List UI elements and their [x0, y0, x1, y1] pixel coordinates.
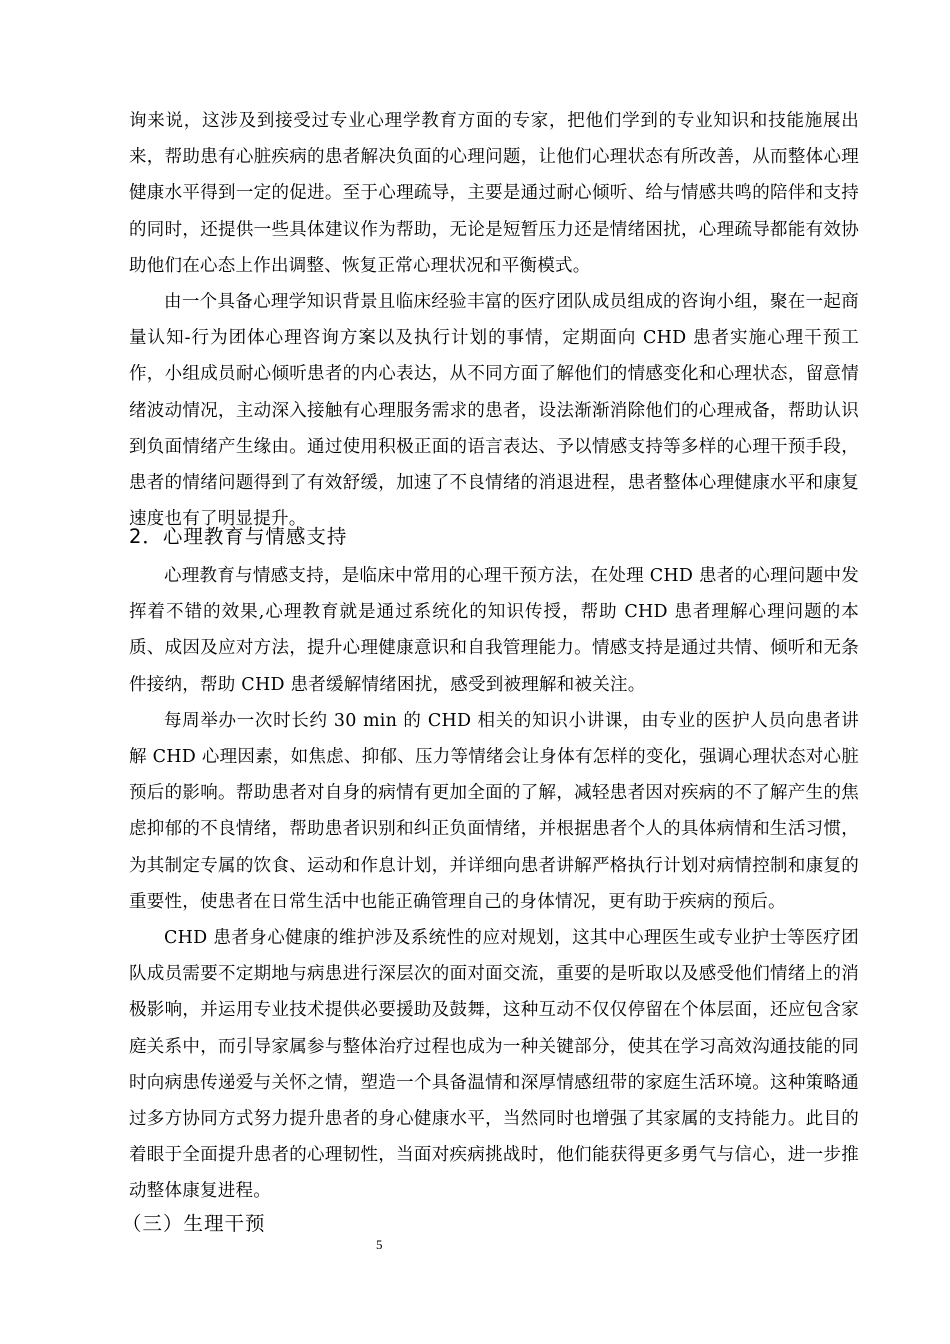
- paragraph-continuation: 询来说，这涉及到接受过专业心理学教育方面的专家，把他们学到的专业知识和技能施展出来，帮助患有心脏疾病的患者解决负面的心理问题，让他们心理状态有所改善，从而整体心理健康水平得到一定的促进。至于心理疏导，主要是通过耐心倾听、给与情感共鸣的陪伴和支持的同时，还提供一些具体建议作为帮助，无论是短暂压力还是情绪困扰，心理疏导都能有效协助他们在心态上作出调整、恢复正常心理状况和平衡模式。: [129, 111, 859, 276]
- section-paragraphs: [129, 558, 859, 1210]
- paragraph-education-support: 心理教育与情感支持，是临床中常用的心理干预方法，在处理 CHD 患者的心理问题中发挥着不错的效果,心理教育就是通过系统化的知识传授，帮助 CHD 患者理解心理问题的本质、成因及应对方法，提升心理健康意识和自我管理能力。情感支持是通过共情、倾听和无条件接纳，帮助 CHD 患者缓解情绪困扰，感受到被理解和被关注。: [129, 566, 859, 695]
- section-heading-wrapper: [129, 521, 859, 549]
- paragraph-weekly-lecture: 每周举办一次时长约 30 min 的 CHD 相关的知识小讲课，由专业的医护人员向患者讲解 CHD 心理因素，如焦虑、抑郁、压力等情绪会让身体有怎样的变化，强调心理状态对心脏预后的影响。帮助患者对自身的病情有更加全面的了解，减轻患者因对疾病的不了解产生的焦虑抑郁的不良情绪，帮助患者识别和纠正负面情绪，并根据患者个人的具体病情和生活习惯，为其制定专属的饮食、运动和作息计划，并详细向患者讲解严格执行计划对病情控制和康复的重要性，使患者在日常生活中也能正确管理自己的身体情况，更有助于疾病的预后。: [129, 710, 859, 912]
- top-paragraphs: [129, 103, 859, 537]
- page-number: 5: [376, 1237, 383, 1252]
- chapter-heading: （三）生理干预: [122, 1212, 266, 1235]
- section-heading: 2．心理教育与情感支持: [129, 525, 348, 548]
- paragraph-counseling-group: 由一个具备心理学知识背景且临床经验丰富的医疗团队成员组成的咨询小组，聚在一起商量认知-行为团体心理咨询方案以及执行计划的事情，定期面向 CHD 患者实施心理干预工作，小组成员耐心倾听患者的内心表达，从不同方面了解他们的情感变化和心理状态，留意情绪波动情况，主动深入接触有心理服务需求的患者，设法渐渐消除他们的心理戒备，帮助认识到负面情绪产生缘由。通过使用积极正面的语言表达、予以情感支持等多样的心理干预手段，患者的情绪问题得到了有效舒缓，加速了不良情绪的消退进程，患者整体心理健康水平和康复速度也有了明显提升。: [129, 292, 859, 530]
- chapter-heading-wrapper: [122, 1208, 852, 1236]
- paragraph-family-involvement: CHD 患者身心健康的维护涉及系统性的应对规划，这其中心理医生或专业护士等医疗团队成员需要不定期地与病患进行深层次的面对面交流，重要的是听取以及感受他们情绪上的消极影响，并运用专业技术提供必要援助及鼓舞，这种互动不仅仅停留在个体层面，还应包含家庭关系中，而引导家属参与整体治疗过程也成为一种关键部分，使其在学习高效沟通技能的同时向病患传递爱与关怀之情，塑造一个具备温情和深厚情感纽带的家庭生活环境。这种策略通过多方协同方式努力提升患者的身心健康水平，当然同时也增强了其家属的支持能力。此目的着眼于全面提升患者的心理韧性，当面对疾病挑战时，他们能获得更多勇气与信心，进一步推动整体康复进程。: [129, 928, 859, 1202]
